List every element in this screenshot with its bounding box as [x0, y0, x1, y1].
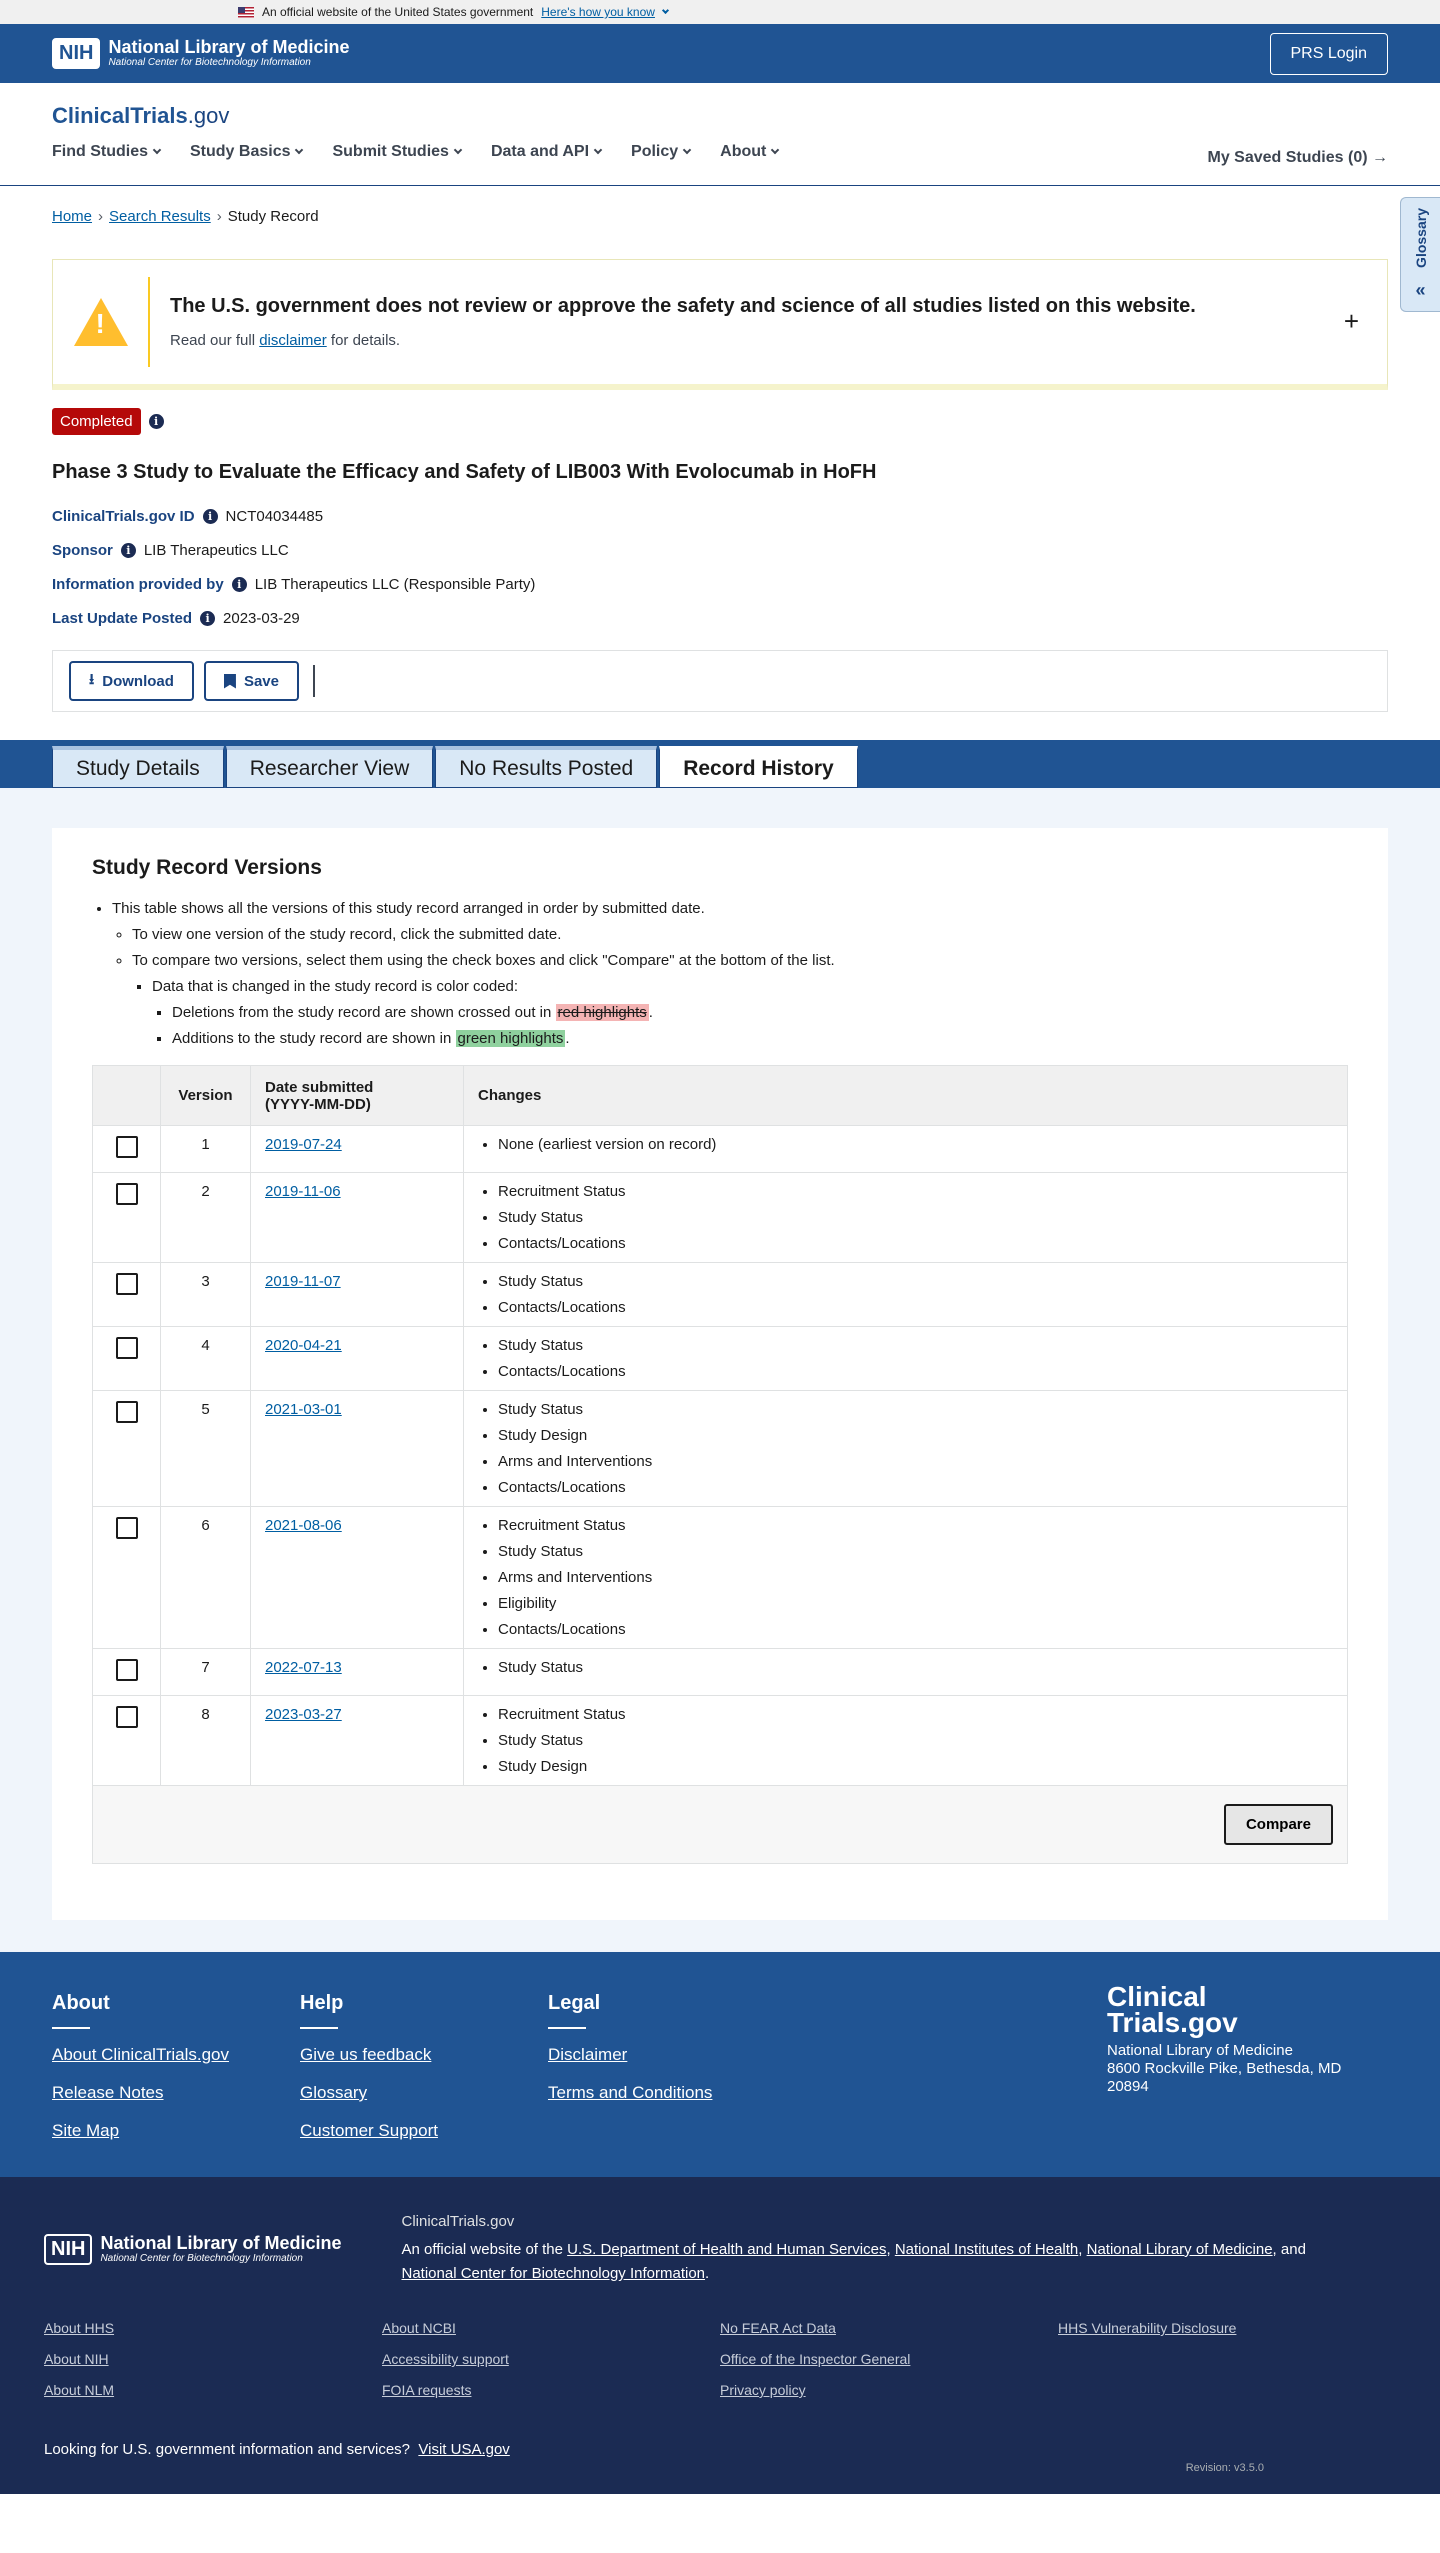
nav-submit-studies[interactable] [332, 143, 460, 161]
meta-row-last-update [52, 610, 1388, 627]
footer-gov-link-column [720, 2320, 1058, 2413]
address-line: 8600 Rockville Pike, Bethesda, MD [1107, 2060, 1342, 2077]
instruction-item [132, 952, 1348, 1047]
change-item: • Recruitment Status [498, 1183, 1333, 1200]
address-line: National Library of Medicine [1107, 2042, 1293, 2059]
instruction-item [112, 900, 1348, 1047]
change-item: • None (earliest version on record) [498, 1136, 1333, 1153]
footer-link[interactable]: Give us feedback [300, 2045, 432, 2064]
change-item: • Contacts/Locations [498, 1363, 1333, 1380]
version-checkbox[interactable] [116, 1337, 138, 1359]
version-checkbox[interactable] [116, 1183, 138, 1205]
instruction-text: Deletions from the study record are shown crossed out in [172, 1004, 556, 1021]
visit-usa-gov-link[interactable]: Visit USA.gov [418, 2441, 510, 2458]
change-item: • Arms and Interventions [498, 1453, 1333, 1470]
instruction-text: Data that is changed in the study record is color coded: [152, 978, 519, 995]
compare-button[interactable]: Compare [1224, 1804, 1333, 1845]
instruction-text: Additions to the study record are shown in [172, 1030, 456, 1047]
meta-value: NCT04034485 [225, 508, 324, 525]
footer-gov-link[interactable]: Office of the Inspector General [720, 2351, 911, 2367]
version-checkbox[interactable] [116, 1401, 138, 1423]
glossary-label: Glossary [1412, 208, 1429, 268]
tab-record-history[interactable]: Record History [659, 746, 858, 788]
nlm-link[interactable]: National Library of Medicine [1086, 2241, 1273, 2258]
footer-gov-link[interactable]: FOIA requests [382, 2382, 472, 2398]
change-item: • Study Design [498, 1427, 1333, 1444]
save-button[interactable] [204, 661, 299, 701]
date-cell [251, 1126, 464, 1173]
version-checkbox[interactable] [116, 1659, 138, 1681]
table-row [93, 1263, 1348, 1327]
version-date-link[interactable]: 2021-08-06 [265, 1517, 342, 1534]
nih-logo-box: NIH [52, 38, 100, 69]
alert-text-before: Read our full [170, 332, 260, 349]
alert-icon-wrap [53, 277, 150, 367]
info-icon[interactable]: i [203, 509, 218, 524]
breadcrumb-home[interactable]: Home [52, 208, 93, 225]
nlm-logo-title: National Library of Medicine [100, 2233, 342, 2253]
table-row [93, 1507, 1348, 1649]
table-row [93, 1173, 1348, 1263]
footer-gov-link[interactable]: Privacy policy [720, 2382, 806, 2398]
download-label: Download [102, 672, 174, 690]
gov-banner [0, 0, 1440, 24]
alert-title: The U.S. government does not review or approve the safety and science of all studies listed on this website. [170, 295, 1196, 317]
status-row [52, 408, 1388, 435]
period: . [648, 1004, 653, 1021]
version-cell: 3 [161, 1263, 251, 1327]
breadcrumb [52, 186, 1388, 225]
header-date-line2: (YYYY-MM-DD) [265, 1095, 371, 1113]
date-cell [251, 1696, 464, 1786]
table-row [93, 1649, 1348, 1696]
change-item: • Recruitment Status [498, 1517, 1333, 1534]
footer-link[interactable]: Customer Support [300, 2121, 438, 2140]
comma: , [1078, 2241, 1087, 2258]
footer-link[interactable]: Glossary [300, 2083, 368, 2102]
table-row [93, 1126, 1348, 1173]
us-flag-icon [238, 7, 254, 18]
footer-column [52, 1992, 300, 2177]
nav-about[interactable] [720, 143, 778, 161]
nih-logo-box: NIH [44, 2234, 92, 2265]
footer-link[interactable]: Terms and Conditions [548, 2083, 713, 2102]
header-changes: Changes [464, 1066, 1348, 1126]
nih-link[interactable]: National Institutes of Health [894, 2241, 1079, 2258]
footer-column-title: Legal [548, 1992, 601, 2014]
meta-value: LIB Therapeutics LLC [143, 542, 289, 559]
footer-bottom [0, 2177, 1440, 2494]
changes-cell [464, 1391, 1348, 1507]
change-item: • Study Status [498, 1732, 1333, 1749]
footer-link[interactable]: About ClinicalTrials.gov [52, 2045, 229, 2064]
double-chevron-left-icon: « [1415, 280, 1426, 300]
version-cell: 4 [161, 1327, 251, 1391]
changes-cell [464, 1327, 1348, 1391]
change-item: • Study Status [498, 1543, 1333, 1560]
change-item: • Study Status [498, 1659, 1333, 1676]
hhs-link[interactable]: U.S. Department of Health and Human Services [567, 2241, 887, 2258]
table-row [93, 1696, 1348, 1786]
nav-label: Study Basics [190, 143, 291, 160]
meta-value: LIB Therapeutics LLC (Responsible Party) [254, 576, 536, 593]
chevron-down-icon [153, 146, 161, 154]
instruction-text: To compare two versions, select them using the check boxes and click "Compare" at the bottom of the list. [132, 952, 835, 969]
footer-gov-link[interactable]: HHS Vulnerability Disclosure [1058, 2320, 1237, 2336]
footer-gov-link[interactable]: About HHS [44, 2320, 115, 2336]
nav-data-and-api[interactable] [491, 143, 601, 161]
meta-row-info-provided [52, 576, 1388, 593]
changes-cell [464, 1649, 1348, 1696]
meta-row-id [52, 508, 1388, 525]
table-header-row [93, 1066, 1348, 1126]
footer-address [1107, 1981, 1342, 2096]
footer-gov-link[interactable]: Accessibility support [382, 2351, 509, 2367]
footer-site-name: ClinicalTrials.gov [401, 2213, 515, 2230]
change-item: • Arms and Interventions [498, 1569, 1333, 1586]
bookmark-icon [224, 674, 236, 689]
change-item: • Contacts/Locations [498, 1479, 1333, 1496]
nlm-logo-title: National Library of Medicine [108, 37, 350, 57]
changes-cell [464, 1173, 1348, 1263]
tab-study-details[interactable]: Study Details [52, 746, 224, 788]
footer-gov-link-column [1058, 2320, 1396, 2413]
footer-gov-link[interactable]: No FEAR Act Data [720, 2320, 836, 2336]
tab-researcher-view[interactable]: Researcher View [226, 746, 434, 788]
change-item: • Study Status [498, 1209, 1333, 1226]
record-history-area [0, 788, 1440, 1952]
checkbox-cell [93, 1263, 161, 1327]
date-cell [251, 1263, 464, 1327]
change-item: • Contacts/Locations [498, 1235, 1333, 1252]
site-header [0, 83, 1440, 186]
footer-link[interactable]: Release Notes [52, 2083, 164, 2102]
comma: , [1272, 2241, 1281, 2258]
footer-rule [300, 2027, 338, 2029]
footer-rule [548, 2027, 586, 2029]
change-item: • Study Status [498, 1273, 1333, 1290]
versions-panel [52, 828, 1388, 1920]
gov-banner-text: An official website of the United States government [262, 5, 534, 19]
table-footer-row [93, 1786, 1348, 1864]
change-item: • Contacts/Locations [498, 1299, 1333, 1316]
tab-no-results-posted[interactable]: No Results Posted [435, 746, 657, 788]
study-title: Phase 3 Study to Evaluate the Efficacy and Safety of LIB003 With Evolocumab in HoFH [52, 461, 877, 483]
clinicaltrials-logo[interactable] [52, 83, 1388, 129]
changes-cell [464, 1126, 1348, 1173]
meta-value: 2023-03-29 [223, 610, 300, 627]
nih-header [0, 24, 1440, 83]
changes-cell [464, 1263, 1348, 1327]
instruction-text: This table shows all the versions of this study record arranged in order by submitted date. [112, 900, 705, 917]
info-icon[interactable]: i [121, 543, 136, 558]
footer-gov-link[interactable]: About NCBI [382, 2320, 456, 2336]
footer-gov-link-column [44, 2320, 382, 2413]
version-checkbox[interactable] [116, 1136, 138, 1158]
footer-nlm-logo[interactable] [44, 2213, 342, 2286]
checkbox-cell [93, 1126, 161, 1173]
breadcrumb-separator-icon: › [98, 208, 104, 225]
usa-gov-row [44, 2441, 1396, 2458]
checkbox-cell [93, 1696, 161, 1786]
versions-heading: Study Record Versions [92, 856, 322, 879]
instruction-item [172, 1030, 1348, 1047]
version-date-link[interactable]: 2020-04-21 [265, 1337, 342, 1354]
meta-row-sponsor [52, 542, 1388, 559]
compare-cell [93, 1786, 1348, 1864]
instruction-item [172, 1004, 1348, 1021]
info-icon[interactable]: i [200, 611, 215, 626]
checkbox-cell [93, 1507, 161, 1649]
official-text: An official website of the [401, 2241, 568, 2258]
version-cell: 6 [161, 1507, 251, 1649]
version-date-link[interactable]: 2019-11-07 [265, 1273, 341, 1290]
footer-top [0, 1952, 1440, 2177]
versions-instructions [112, 900, 1348, 1047]
table-row [93, 1391, 1348, 1507]
meta-label: Last Update Posted [52, 610, 193, 627]
action-bar [52, 650, 1388, 712]
green-highlight-sample: green highlights [457, 1030, 564, 1047]
info-icon[interactable]: i [232, 577, 247, 592]
version-checkbox[interactable] [116, 1273, 138, 1295]
version-checkbox[interactable] [116, 1706, 138, 1728]
checkbox-cell [93, 1649, 161, 1696]
status-badge: Completed [52, 408, 141, 435]
meta-label: ClinicalTrials.gov ID [52, 508, 195, 525]
change-item: • Study Status [498, 1401, 1333, 1418]
footer-gov-links [44, 2320, 1396, 2413]
download-icon: ⭳ [89, 670, 95, 688]
chevron-down-icon [662, 6, 669, 13]
period: . [565, 1030, 570, 1047]
version-cell: 7 [161, 1649, 251, 1696]
alert-text [170, 332, 1196, 349]
red-highlight-sample: red highlights [557, 1004, 647, 1021]
chevron-down-icon [771, 146, 779, 154]
header-date [251, 1066, 464, 1126]
disclaimer-link[interactable]: disclaimer [259, 332, 327, 349]
breadcrumb-current: Study Record [227, 208, 319, 225]
nlm-logo-subtitle: National Center for Biotechnology Information [108, 57, 311, 68]
footer-column-title: About [52, 1992, 110, 2014]
date-cell [251, 1173, 464, 1263]
version-checkbox[interactable] [116, 1517, 138, 1539]
checkbox-cell [93, 1391, 161, 1507]
main-nav [52, 143, 1388, 161]
version-date-link[interactable]: 2022-07-13 [265, 1659, 342, 1676]
expand-plus-icon[interactable]: + [1343, 306, 1359, 336]
nav-policy[interactable] [631, 143, 690, 161]
date-cell [251, 1649, 464, 1696]
header-date-line1: Date submitted [265, 1078, 374, 1096]
chevron-down-icon [454, 146, 462, 154]
footer-gov-link-column [382, 2320, 720, 2413]
study-meta [52, 508, 1388, 627]
nav-label: Find Studies [52, 143, 148, 160]
change-item: • Recruitment Status [498, 1706, 1333, 1723]
footer-gov-link[interactable]: About NLM [44, 2382, 115, 2398]
version-cell: 8 [161, 1696, 251, 1786]
header-version: Version [161, 1066, 251, 1126]
footer-rule [52, 2027, 90, 2029]
nav-find-studies[interactable] [52, 143, 160, 161]
checkbox-cell [93, 1327, 161, 1391]
ncbi-link[interactable]: National Center for Biotechnology Information [401, 2265, 706, 2282]
version-date-link[interactable]: 2023-03-27 [265, 1706, 342, 1723]
date-cell [251, 1391, 464, 1507]
heres-how-you-know-link[interactable]: Here's how you know [541, 5, 655, 19]
disclaimer-alert [52, 259, 1388, 390]
footer-gov-link[interactable]: About NIH [44, 2351, 109, 2367]
date-cell [251, 1507, 464, 1649]
footer-address-text [1107, 2042, 1341, 2096]
header-checkbox [93, 1066, 161, 1126]
footer-logo-line1: Clinical [1107, 1981, 1207, 2012]
change-item: • Study Design [498, 1758, 1333, 1775]
versions-table [92, 1065, 1348, 1864]
breadcrumb-search-results[interactable]: Search Results [109, 208, 211, 225]
usa-text: Looking for U.S. government information and services? [44, 2441, 411, 2458]
saved-studies-label: My Saved Studies (0) [1207, 149, 1368, 166]
changes-cell [464, 1507, 1348, 1649]
version-cell: 5 [161, 1391, 251, 1507]
version-date-link[interactable]: 2019-11-06 [265, 1183, 341, 1200]
save-label: Save [243, 672, 279, 690]
glossary-tab[interactable] [1400, 197, 1440, 312]
action-divider [313, 665, 315, 697]
meta-label: Sponsor [52, 542, 113, 559]
checkbox-cell [93, 1173, 161, 1263]
instruction-item [152, 978, 1348, 1047]
period: . [705, 2265, 710, 2282]
nav-study-basics[interactable] [190, 143, 302, 161]
prs-login-button[interactable]: PRS Login [1270, 33, 1389, 75]
table-row [93, 1327, 1348, 1391]
warning-icon [74, 298, 128, 346]
changes-cell [464, 1696, 1348, 1786]
nav-label: About [720, 143, 767, 160]
address-line: 20894 [1107, 2078, 1149, 2095]
date-cell [251, 1327, 464, 1391]
nav-label: Data and API [490, 143, 590, 160]
version-date-link[interactable]: 2019-07-24 [265, 1136, 342, 1153]
footer-official-text [402, 2238, 1342, 2286]
nlm-logo-subtitle: National Center for Biotechnology Information [100, 2253, 303, 2264]
download-button[interactable] [69, 661, 194, 701]
footer-column [300, 1992, 548, 2177]
change-item: • Contacts/Locations [498, 1621, 1333, 1638]
version-cell: 2 [161, 1173, 251, 1263]
nlm-logo[interactable] [52, 38, 350, 69]
logo-main: ClinicalTrials [52, 103, 188, 128]
footer-link[interactable]: Disclaimer [548, 2045, 628, 2064]
footer-logo-line2: Trials.gov [1107, 2007, 1238, 2038]
comma: , [886, 2241, 895, 2258]
nav-label: Policy [631, 143, 679, 160]
meta-label: Information provided by [52, 576, 224, 593]
chevron-down-icon [594, 146, 602, 154]
and-text: and [1280, 2241, 1306, 2258]
version-cell: 1 [161, 1126, 251, 1173]
version-date-link[interactable]: 2021-03-01 [265, 1401, 342, 1418]
tab-bar [0, 740, 1440, 788]
breadcrumb-separator-icon: › [216, 208, 222, 225]
my-saved-studies-link[interactable] [1208, 149, 1389, 167]
change-item: • Study Status [498, 1337, 1333, 1354]
instruction-item: ◦ To view one version of the study record, click the submitted date. [132, 926, 1348, 943]
footer-link[interactable]: Site Map [52, 2121, 120, 2140]
alert-text-after: for details. [326, 332, 401, 349]
chevron-down-icon [683, 146, 691, 154]
footer-column [548, 1992, 796, 2177]
revision-label: Revision: v3.5.0 [1185, 2462, 1264, 2474]
change-item: • Eligibility [498, 1595, 1333, 1612]
info-icon[interactable]: i [149, 414, 164, 429]
nav-label: Submit Studies [332, 143, 449, 160]
logo-suffix: .gov [187, 103, 230, 128]
arrow-right-icon: → [1372, 149, 1388, 166]
footer-column-title: Help [300, 1992, 344, 2014]
chevron-down-icon [295, 146, 303, 154]
